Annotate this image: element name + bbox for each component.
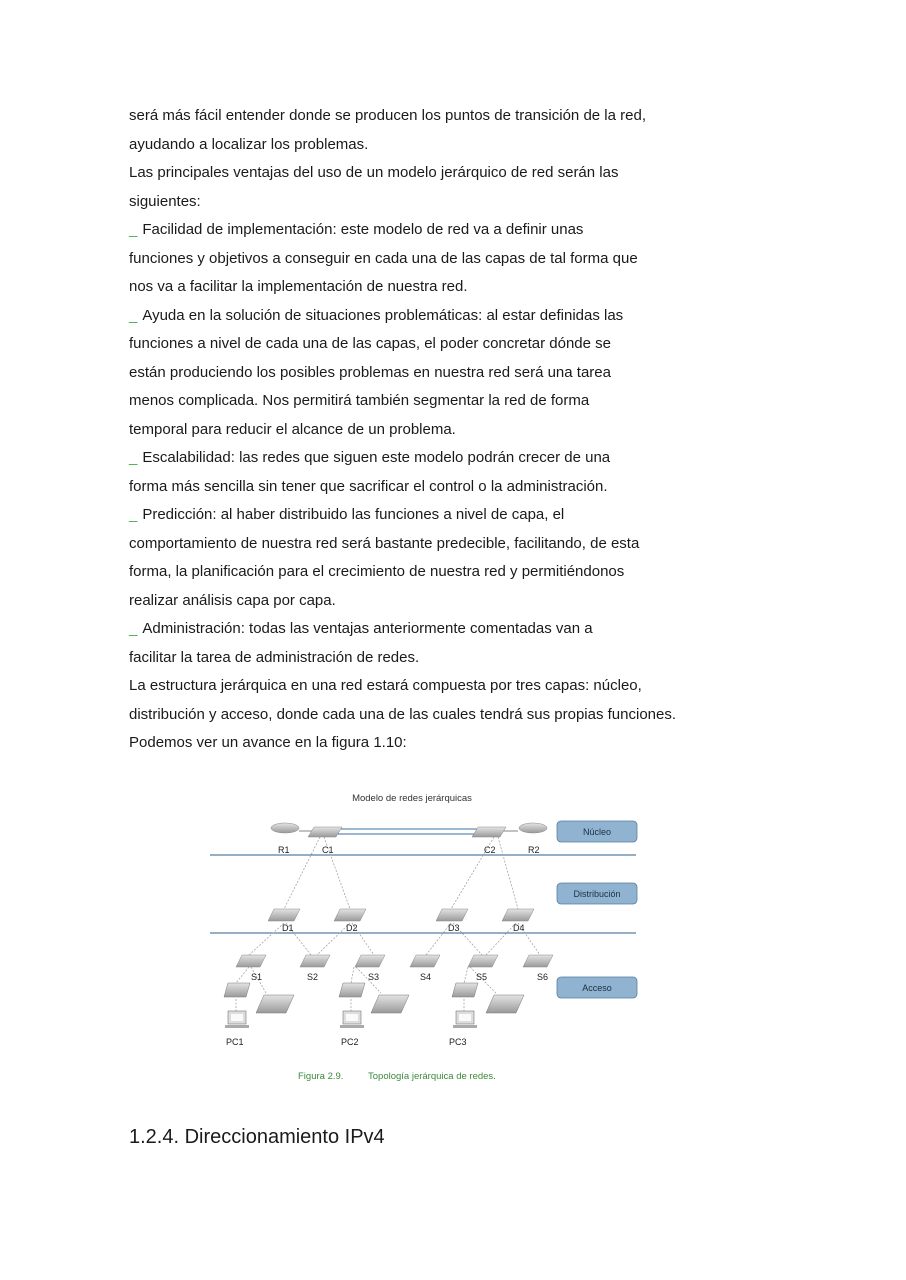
device-label: PC3 bbox=[449, 1037, 467, 1047]
line-text: Podemos ver un avance en la figura 1.10: bbox=[129, 734, 407, 751]
line-text: será más fácil entender donde se producen los puntos de transición de la red, bbox=[129, 107, 646, 124]
bullet-line bbox=[129, 444, 749, 473]
bullet-line bbox=[129, 615, 749, 644]
svg-text:Distribución: Distribución bbox=[573, 889, 621, 899]
svg-text:Núcleo: Núcleo bbox=[582, 827, 612, 837]
line-text: Predicción: al haber distribuido las funciones a nivel de capa, el bbox=[142, 506, 565, 523]
device-label: R2 bbox=[528, 845, 540, 855]
device-label: PC2 bbox=[341, 1037, 359, 1047]
device-label: S2 bbox=[307, 972, 319, 982]
line-text: menos complicada. Nos permitirá también segmentar la red de forma bbox=[129, 392, 590, 409]
line-text: ayudando a localizar los problemas. bbox=[129, 135, 369, 153]
device-label: S6 bbox=[537, 972, 549, 982]
line-text: funciones a nivel de cada una de las capas, el poder concretar dónde se bbox=[129, 335, 611, 352]
router-icon bbox=[519, 823, 547, 833]
bullet-mark: _ bbox=[129, 221, 138, 238]
access-switch-icon bbox=[523, 955, 553, 967]
bullet-line bbox=[129, 501, 749, 530]
device-label: R1 bbox=[278, 845, 290, 855]
text-line bbox=[129, 330, 749, 359]
text-line bbox=[129, 102, 749, 131]
figure-title: Modelo de redes jerárquicas bbox=[352, 793, 472, 804]
line-text: forma, la planificación para el crecimiento de nuestra red y permitiéndonos bbox=[129, 563, 625, 580]
section-heading: 1.2.4. Direccionamiento IPv4 bbox=[129, 1126, 385, 1148]
pc-icon bbox=[340, 1011, 364, 1028]
router-icon bbox=[271, 823, 299, 833]
text-line bbox=[129, 245, 749, 274]
body-text bbox=[129, 102, 749, 758]
device-label: S4 bbox=[420, 972, 432, 982]
svg-text:Acceso: Acceso bbox=[582, 983, 612, 993]
access-switch-icon bbox=[468, 955, 498, 967]
line-text: forma más sencilla sin tener que sacrificar el control o la administración. bbox=[129, 477, 608, 495]
text-line bbox=[129, 159, 749, 188]
access-switch-icon bbox=[300, 955, 330, 967]
ip-phone-icon bbox=[224, 983, 250, 997]
ip-phone-icon bbox=[339, 983, 365, 997]
line-text: Escalabilidad: las redes que siguen este modelo podrán crecer de una bbox=[142, 449, 611, 466]
device-label: C1 bbox=[322, 845, 334, 855]
text-line bbox=[129, 273, 749, 302]
text-line bbox=[129, 530, 749, 559]
distribution-switch-icon bbox=[334, 909, 366, 921]
core-switch-icon bbox=[308, 827, 342, 837]
line-text: Ayuda en la solución de situaciones problemáticas: al estar definidas las bbox=[142, 306, 624, 324]
printer-icon bbox=[256, 995, 294, 1013]
device-label: PC1 bbox=[226, 1037, 244, 1047]
distribution-switch-icon bbox=[502, 909, 534, 921]
bullet-mark: _ bbox=[129, 506, 138, 523]
bullet-mark: _ bbox=[129, 620, 138, 637]
line-text: Administración: todas las ventajas anteriormente comentadas van a bbox=[142, 620, 593, 637]
bullet-mark: _ bbox=[129, 306, 138, 324]
text-line bbox=[129, 701, 749, 730]
line-text: distribución y acceso, donde cada una de las cuales tendrá sus propias funciones. bbox=[129, 705, 677, 723]
line-text: Facilidad de implementación: este modelo de red va a definir unas bbox=[142, 221, 584, 238]
text-line bbox=[129, 587, 749, 616]
access-switch-icon bbox=[410, 955, 440, 967]
text-line bbox=[129, 729, 749, 758]
line-text: nos va a facilitar la implementación de nuestra red. bbox=[129, 278, 468, 295]
layer-box-nucleo bbox=[557, 821, 637, 842]
line-text: comportamiento de nuestra red será bastante predecible, facilitando, de esta bbox=[129, 534, 640, 552]
device-label: C2 bbox=[484, 845, 496, 855]
text-line bbox=[129, 416, 749, 445]
line-text: temporal para reducir el alcance de un problema. bbox=[129, 420, 456, 438]
core-switch-icon bbox=[472, 827, 506, 837]
printer-icon bbox=[371, 995, 409, 1013]
line-text: están produciendo los posibles problemas en nuestra red será una tarea bbox=[129, 363, 611, 381]
bullet-line bbox=[129, 302, 749, 331]
line-text: La estructura jerárquica en una red estará compuesta por tres capas: núcleo, bbox=[129, 677, 642, 694]
layer-box-acceso bbox=[557, 977, 637, 998]
pc-icon bbox=[225, 1011, 249, 1028]
access-switch-icon bbox=[355, 955, 385, 967]
figure-caption-number: Figura 2.9. bbox=[298, 1071, 344, 1082]
device-label: D4 bbox=[513, 923, 525, 933]
device-label: S5 bbox=[476, 972, 488, 982]
device-label: D2 bbox=[346, 923, 358, 933]
line-text: siguientes: bbox=[129, 192, 201, 210]
line-text: Las principales ventajas del uso de un modelo jerárquico de red serán las bbox=[129, 164, 619, 181]
device-label: S1 bbox=[251, 972, 263, 982]
text-line bbox=[129, 188, 749, 217]
figure-caption-text: Topología jerárquica de redes. bbox=[368, 1071, 496, 1082]
line-text: facilitar la tarea de administración de redes. bbox=[129, 648, 420, 666]
line-text: funciones y objetivos a conseguir en cada una de las capas de tal forma que bbox=[129, 249, 638, 267]
layer-box-distribucion bbox=[557, 883, 637, 904]
line-text: realizar análisis capa por capa. bbox=[129, 591, 336, 609]
device-label: S3 bbox=[368, 972, 380, 982]
text-line bbox=[129, 473, 749, 502]
network-topology-figure bbox=[206, 785, 646, 1090]
printer-icon bbox=[486, 995, 524, 1013]
text-line bbox=[129, 672, 749, 701]
text-line bbox=[129, 644, 749, 673]
text-line bbox=[129, 558, 749, 587]
text-line bbox=[129, 359, 749, 388]
device-label: D3 bbox=[448, 923, 460, 933]
bullet-mark: _ bbox=[129, 449, 138, 466]
text-line bbox=[129, 387, 749, 416]
bullet-line bbox=[129, 216, 749, 245]
distribution-switch-icon bbox=[268, 909, 300, 921]
device-label: D1 bbox=[282, 923, 294, 933]
distribution-switch-icon bbox=[436, 909, 468, 921]
access-switch-icon bbox=[236, 955, 266, 967]
ip-phone-icon bbox=[452, 983, 478, 997]
pc-icon bbox=[453, 1011, 477, 1028]
text-line bbox=[129, 131, 749, 160]
